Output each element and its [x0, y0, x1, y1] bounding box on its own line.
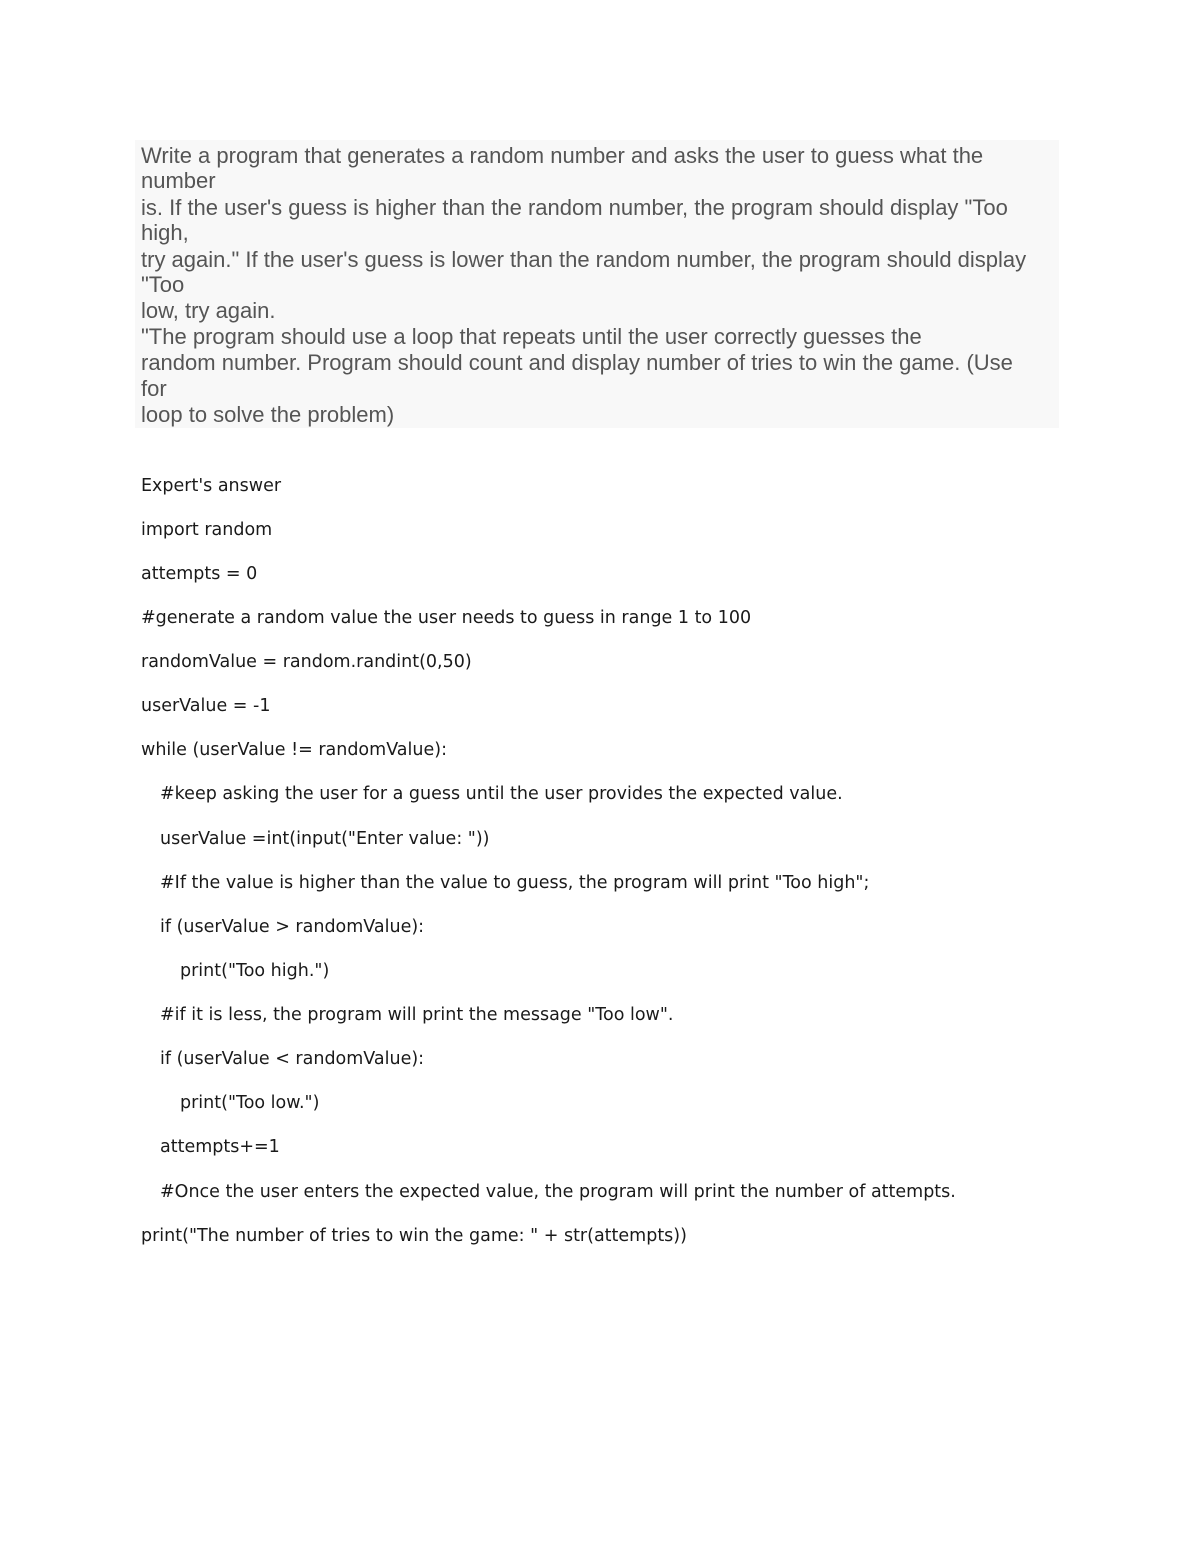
question-line: random number. Program should count and display number of tries to win the game. (Use: [141, 350, 1013, 375]
code-line: attempts+=1: [160, 1137, 280, 1157]
code-line: while (userValue != randomValue):: [141, 740, 447, 760]
code-line: #If the value is higher than the value to guess, the program will print "Too high";: [160, 873, 870, 893]
question-block: [135, 140, 1059, 428]
question-line: low, try again.: [141, 298, 276, 323]
question-line: loop to solve the problem): [141, 402, 395, 427]
code-line: if (userValue < randomValue):: [160, 1049, 425, 1069]
question-line: high,: [141, 220, 189, 245]
question-line: try again." If the user's guess is lower than the random number, the program should display: [141, 247, 1027, 272]
code-line: print("Too low."): [180, 1093, 320, 1113]
code-line: randomValue = random.randint(0,50): [141, 652, 472, 672]
code-line: #keep asking the user for a guess until the user provides the expected value.: [160, 784, 843, 804]
code-line: if (userValue > randomValue):: [160, 917, 425, 937]
code-line: import random: [141, 520, 273, 540]
code-line: print("The number of tries to win the game: " + str(attempts)): [141, 1226, 687, 1246]
question-line: Write a program that generates a random number and asks the user to guess what the: [141, 143, 984, 168]
question-line: "Too: [141, 272, 185, 297]
code-line: userValue =int(input("Enter value: ")): [160, 829, 490, 849]
code-line: userValue = -1: [141, 696, 271, 716]
question-line: is. If the user's guess is higher than the random number, the program should display "Too: [141, 195, 1008, 220]
question-line: "The program should use a loop that repeats until the user correctly guesses the: [141, 324, 922, 349]
question-line: number: [141, 168, 216, 193]
code-line: print("Too high."): [180, 961, 330, 981]
code-line: #if it is less, the program will print the message "Too low".: [160, 1005, 674, 1025]
code-line: #generate a random value the user needs to guess in range 1 to 100: [141, 608, 752, 628]
code-line: #Once the user enters the expected value, the program will print the number of attempts.: [160, 1182, 956, 1202]
code-line: attempts = 0: [141, 564, 258, 584]
question-line: for: [141, 376, 167, 401]
answer-heading: Expert's answer: [141, 476, 282, 496]
